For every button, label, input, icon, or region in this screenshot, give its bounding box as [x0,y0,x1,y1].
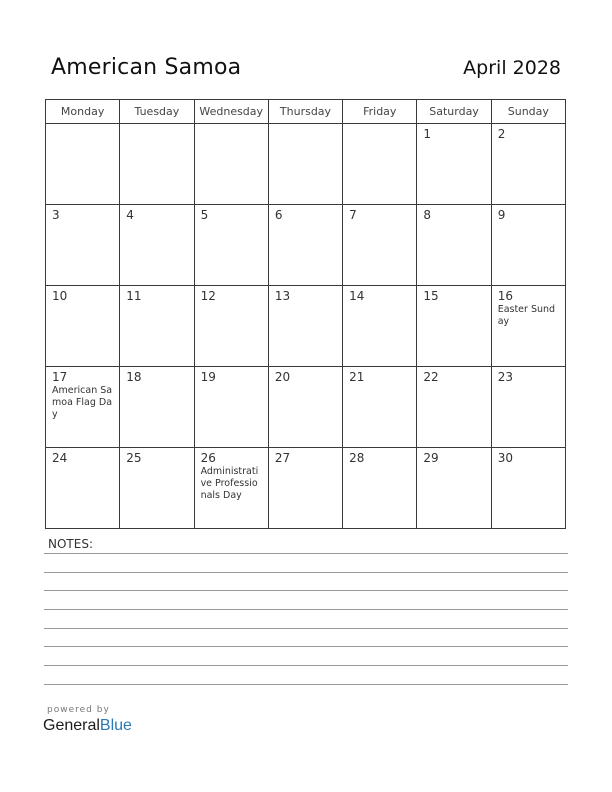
day-cell [268,448,342,529]
week-row [46,124,566,205]
calendar-grid [45,99,566,529]
day-cell [194,448,268,529]
brand-general: General [43,717,100,734]
weekday-header: Thursday [268,100,342,124]
day-number: 23 [497,370,513,384]
day-number: 4 [126,208,134,222]
day-number: 2 [497,127,506,141]
day-number: 27 [274,451,291,465]
day-cell [46,367,120,448]
day-cell [491,124,565,205]
day-cell [417,286,491,367]
day-number: 10 [52,289,68,303]
day-cell [120,205,194,286]
weekday-header: Monday [46,100,120,124]
day-number: 20 [274,370,291,384]
day-cell [46,205,120,286]
day-number: 26 [200,451,216,465]
holiday-label: Easter Sunday [497,304,556,327]
day-number: 25 [126,451,142,465]
notes-line [44,609,568,610]
weekday-header: Saturday [417,100,491,124]
notes-line [44,572,568,573]
day-number: 9 [497,208,506,222]
brand-blue: Blue [99,717,132,734]
day-number: 18 [126,370,142,384]
day-cell [120,448,194,529]
day-cell [120,367,194,448]
day-number: 16 [497,289,513,303]
day-cell [46,124,120,205]
weekday-header: Friday [343,100,417,124]
day-cell [417,367,491,448]
day-number: 11 [126,289,142,303]
day-number: 5 [200,208,209,222]
day-number: 6 [274,208,283,222]
day-cell [194,124,268,205]
week-row [46,286,566,367]
calendar-month-year: April 2028 [463,57,561,79]
day-cell [194,205,268,286]
week-row [46,367,566,448]
day-number: 22 [423,370,439,384]
weekday-header: Sunday [491,100,565,124]
week-row [46,448,566,529]
day-cell [120,286,194,367]
day-cell [491,448,565,529]
notes-label: NOTES: [48,537,93,551]
day-cell [343,205,417,286]
day-cell [46,286,120,367]
powered-by-text: powered by [47,705,110,715]
day-cell [268,124,342,205]
notes-line [44,646,568,647]
day-number: 28 [349,451,365,465]
weekday-header-row [46,100,566,124]
day-number: 13 [274,289,291,303]
day-cell [343,286,417,367]
day-number: 21 [349,370,365,384]
day-number: 29 [423,451,439,465]
notes-line [44,684,568,685]
day-cell [491,286,565,367]
day-number: 30 [497,451,513,465]
day-cell [120,124,194,205]
day-cell [46,448,120,529]
day-number: 3 [52,208,60,222]
day-number: 15 [423,289,439,303]
day-cell [491,367,565,448]
day-cell [417,124,491,205]
generalblue-logo[interactable] [43,717,132,735]
weekday-header: Wednesday [194,100,268,124]
day-number: 17 [52,370,68,384]
notes-line [44,628,568,629]
weekday-header: Tuesday [120,100,194,124]
holiday-label: American Samoa Flag Day [52,385,113,420]
notes-line [44,590,568,591]
day-cell [194,286,268,367]
holiday-label: Administrative Professionals Day [200,466,259,501]
day-cell [343,124,417,205]
day-cell [417,205,491,286]
day-number: 7 [349,208,357,222]
day-cell [268,367,342,448]
calendar-country-title: American Samoa [51,55,242,80]
week-row [46,205,566,286]
day-cell [268,286,342,367]
day-number: 1 [423,127,432,141]
notes-line [44,553,568,554]
day-number: 14 [349,289,365,303]
day-number: 8 [423,208,432,222]
day-number: 12 [200,289,216,303]
day-cell [343,367,417,448]
day-number: 24 [52,451,68,465]
day-cell [343,448,417,529]
day-number: 19 [200,370,216,384]
day-cell [194,367,268,448]
day-cell [491,205,565,286]
notes-line [44,665,568,666]
day-cell [417,448,491,529]
day-cell [268,205,342,286]
